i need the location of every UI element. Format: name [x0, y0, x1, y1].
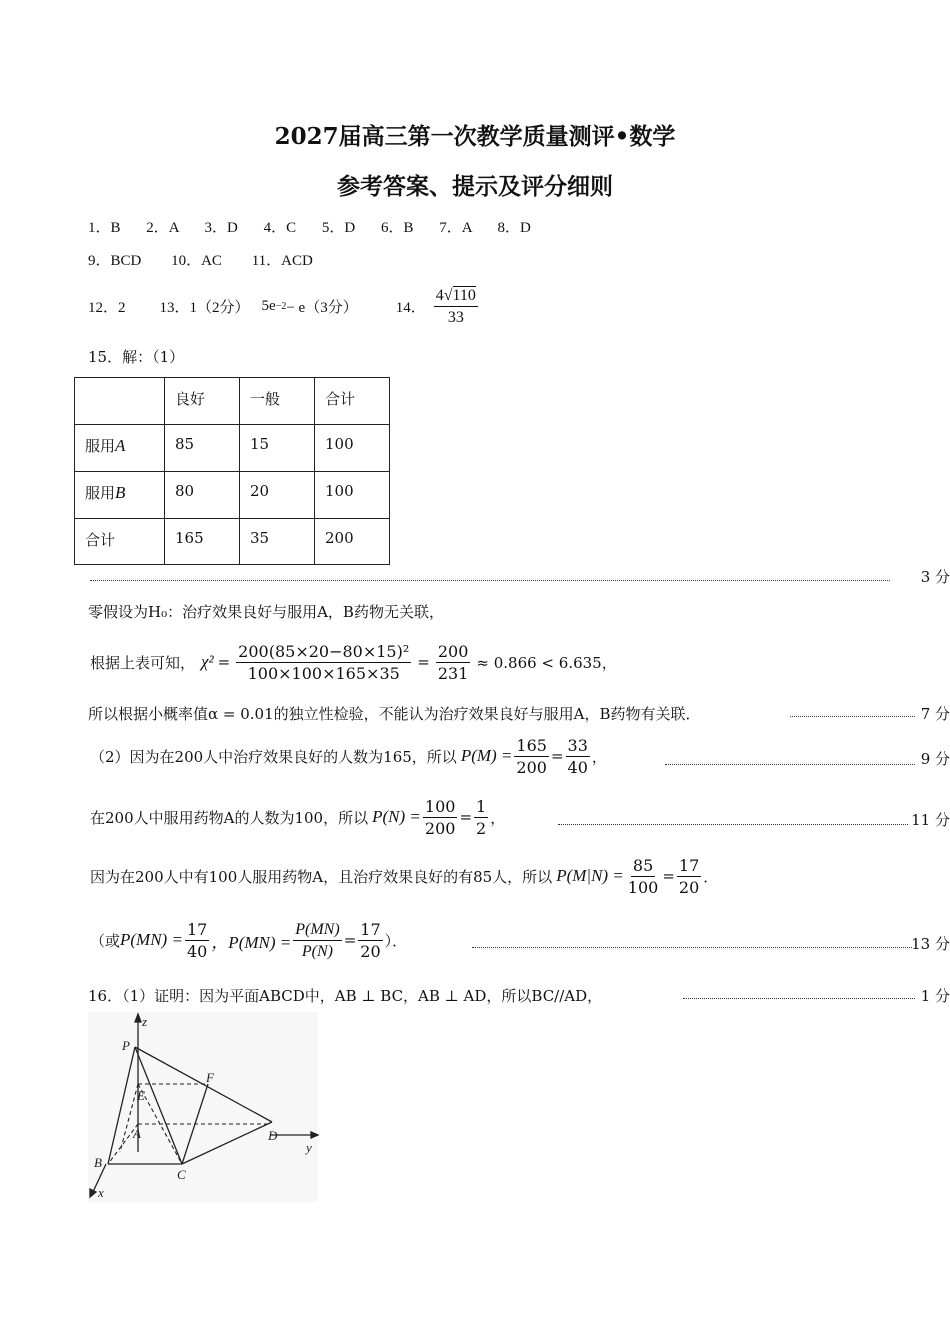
- answer-14: 14．: [395, 300, 426, 316]
- answer-10: 10．AC: [171, 253, 222, 269]
- answer-2: 2．A: [146, 220, 179, 236]
- chi-fraction: $\frac{\text{200(85×20−80×15)²}}{100\times 100\times 165\times 35}$: [238, 641, 410, 683]
- answer-12: 12．2: [88, 300, 126, 316]
- pn-line: 在200人中服用药物A的人数为100，所以 P(N) = $\frac{100}{200}$ = $\frac{1}{2}$ ，: [90, 796, 506, 838]
- row-label: 合计: [75, 519, 165, 565]
- chi-intro: 根据上表可知，: [90, 653, 196, 672]
- chi-tail: ≈ 0.866 < 6.635，: [476, 653, 617, 672]
- page-title: 2027届高三第一次教学质量测评•数学: [274, 123, 676, 150]
- score-alt: 13 分: [911, 935, 950, 953]
- chi-fraction-2: $\frac{200}{231}$: [437, 641, 469, 683]
- row-label: 服用A: [75, 425, 165, 472]
- label-P: P: [122, 1038, 130, 1053]
- q15-heading: 15．解：（1）: [88, 348, 185, 366]
- answer-14-radicand: 110: [452, 287, 476, 304]
- answers-row-2: [88, 249, 313, 270]
- table-cell: 100: [315, 472, 390, 519]
- label-B: B: [94, 1155, 102, 1170]
- score-pm: 9 分: [920, 750, 950, 768]
- table-row: [75, 425, 390, 472]
- cond-line: 因为在200人中有100人服用药物A，且治疗效果良好的有85人，所以 P(M|N) = $\frac{85}{100}$ = $\frac{17}{20}$ ．: [90, 855, 719, 897]
- answer-14-coef: 4: [435, 287, 444, 304]
- answers-row-3: [88, 285, 480, 328]
- leader-dots: [665, 764, 915, 765]
- leader-dots: [558, 824, 908, 825]
- alt-line: （或 P(MN) = $\frac{17}{40}$ ，P(MN) = $\frac{P(MN)}{P(N)}$ = $\frac{17}{20}$ ）．: [90, 919, 408, 961]
- page-subtitle: 参考答案、提示及评分细则: [337, 173, 613, 200]
- label-E: E: [137, 1088, 145, 1103]
- answer-3: 3．D: [204, 220, 238, 236]
- geometry-figure: [80, 1012, 320, 1202]
- table-cell: 15: [240, 425, 315, 472]
- answer-14-fraction: [434, 285, 478, 328]
- leader-dots: [790, 716, 915, 717]
- null-hypothesis: 零假设为H₀：治疗效果良好与服用A，B药物无关联，: [88, 603, 444, 621]
- label-A: A: [133, 1126, 141, 1141]
- label-x: x: [98, 1185, 104, 1200]
- table-row: [75, 472, 390, 519]
- answer-7: 7．A: [439, 220, 472, 236]
- table-cell: 35: [240, 519, 315, 565]
- table-cell: 200: [315, 519, 390, 565]
- leader-dots: [472, 947, 912, 948]
- label-F: F: [206, 1070, 214, 1085]
- score-pn: 11 分: [911, 811, 950, 829]
- answer-13-exponent: −2: [275, 301, 287, 312]
- answer-1: 1．B: [88, 220, 121, 236]
- chi-square-line: 根据上表可知， χ² = $\frac{\text{200(85×20−80×15)²}}{100\times 100\times 165\times 35}$ = $\frac{200}{231}$ ≈ 0.866 < 6.635，: [90, 641, 617, 683]
- label-D: D: [268, 1128, 278, 1143]
- answer-14-den: 33: [447, 309, 464, 326]
- answer-6: 6．B: [380, 220, 414, 236]
- answer-13-tail: − e（3分）: [286, 300, 358, 316]
- table-cell: 165: [165, 519, 240, 565]
- table-header-cell: [75, 378, 165, 425]
- answer-13: 13．1（2分）: [159, 300, 250, 316]
- q16-text: 16．（1）证明：因为平面ABCD中，AB ⊥ BC，AB ⊥ AD，所以BC//AD，: [88, 987, 603, 1005]
- table-cell: 20: [240, 472, 315, 519]
- table-header-cell: 良好: [165, 378, 240, 425]
- answer-5: 5．D: [321, 220, 356, 236]
- table-row: [75, 519, 390, 565]
- score-q16: 1 分: [920, 987, 950, 1005]
- answer-8: 8．D: [497, 220, 531, 236]
- pm-line: （2）因为在200人中治疗效果良好的人数为165，所以 P(M) = $\frac{165}{200}$ = $\frac{33}{40}$ ，: [90, 735, 607, 777]
- answer-13-expr: 5e: [261, 298, 276, 314]
- answer-9: 9．BCD: [88, 253, 142, 269]
- leader-dots: [90, 580, 890, 581]
- table-cell: 80: [165, 472, 240, 519]
- row-label: 服用B: [75, 472, 165, 519]
- label-z: z: [142, 1014, 148, 1029]
- conclusion: 所以根据小概率值α = 0.01的独立性检验，不能认为治疗效果良好与服用A，B药物有关联．: [88, 705, 701, 723]
- table-header-cell: 一般: [240, 378, 315, 425]
- chi-symbol: χ²: [201, 652, 214, 671]
- answer-4: 4．C: [263, 220, 297, 236]
- leader-dots: [683, 998, 915, 999]
- table-cell: 85: [165, 425, 240, 472]
- table-cell: 100: [315, 425, 390, 472]
- score-conclusion: 7 分: [920, 705, 950, 723]
- contingency-table: [74, 377, 390, 565]
- sqrt-icon: √: [443, 287, 453, 304]
- table-header-cell: 合计: [315, 378, 390, 425]
- answer-11: 11．ACD: [251, 253, 313, 269]
- label-y: y: [306, 1140, 312, 1155]
- score-table: 3 分: [920, 568, 950, 586]
- answers-row-1: [88, 216, 531, 237]
- label-C: C: [177, 1167, 186, 1182]
